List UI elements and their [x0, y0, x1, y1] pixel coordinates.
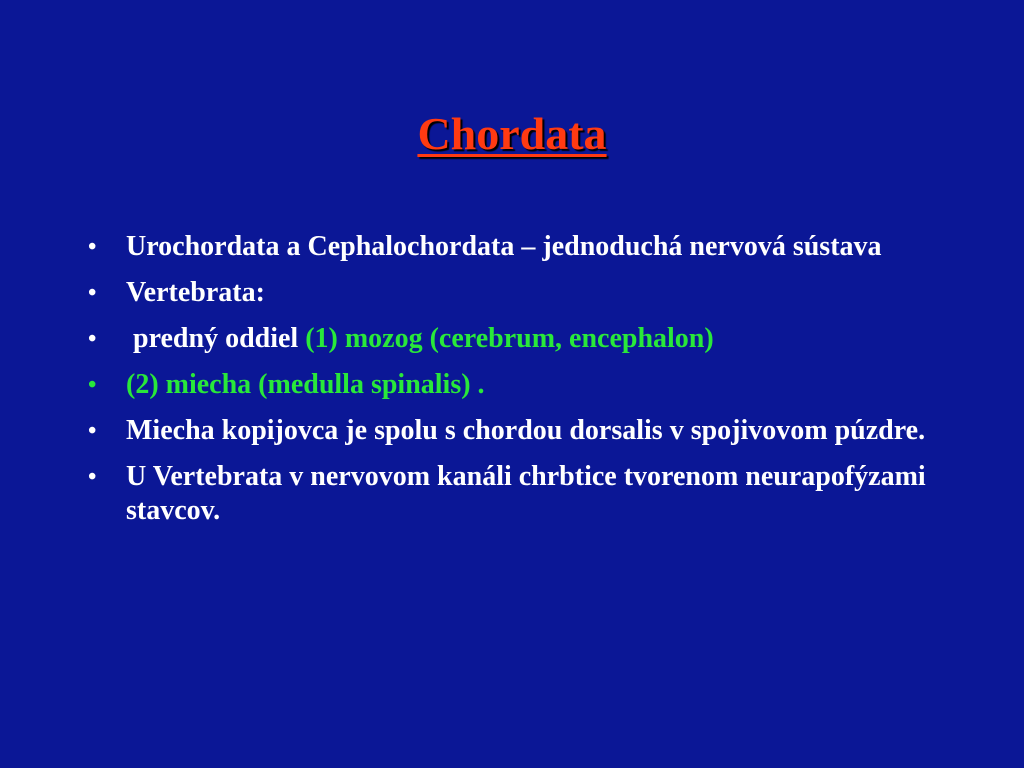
bullet-list [84, 230, 964, 540]
bullet-icon: • [88, 280, 97, 306]
bullet-text: predný oddiel [126, 323, 306, 354]
list-item [84, 414, 964, 448]
bullet-text: Urochordata a Cephalochordata – jednoduchá nervová sústava [126, 231, 882, 262]
bullet-text: Miecha kopijovca je spolu s chordou dorsalis v spojivovom púzdre. [126, 415, 926, 446]
bullet-text: U Vertebrata v nervovom kanáli chrbtice tvorenom neurapofýzami stavcov. [126, 461, 926, 526]
list-item [84, 230, 964, 264]
bullet-icon: • [88, 326, 97, 352]
list-item [84, 276, 964, 310]
bullet-text-highlight: (2) miecha (medulla spinalis) . [126, 369, 485, 400]
list-item [84, 460, 964, 528]
bullet-icon: • [88, 234, 97, 260]
bullet-icon: • [88, 464, 97, 490]
slide-title: Chordata [417, 108, 607, 159]
list-item [84, 368, 964, 402]
list-item [84, 322, 964, 356]
bullet-icon: • [88, 372, 97, 398]
bullet-text: Vertebrata: [126, 277, 265, 308]
bullet-text-highlight: (1) mozog (cerebrum, encephalon) [305, 323, 714, 354]
bullet-icon: • [88, 418, 97, 444]
